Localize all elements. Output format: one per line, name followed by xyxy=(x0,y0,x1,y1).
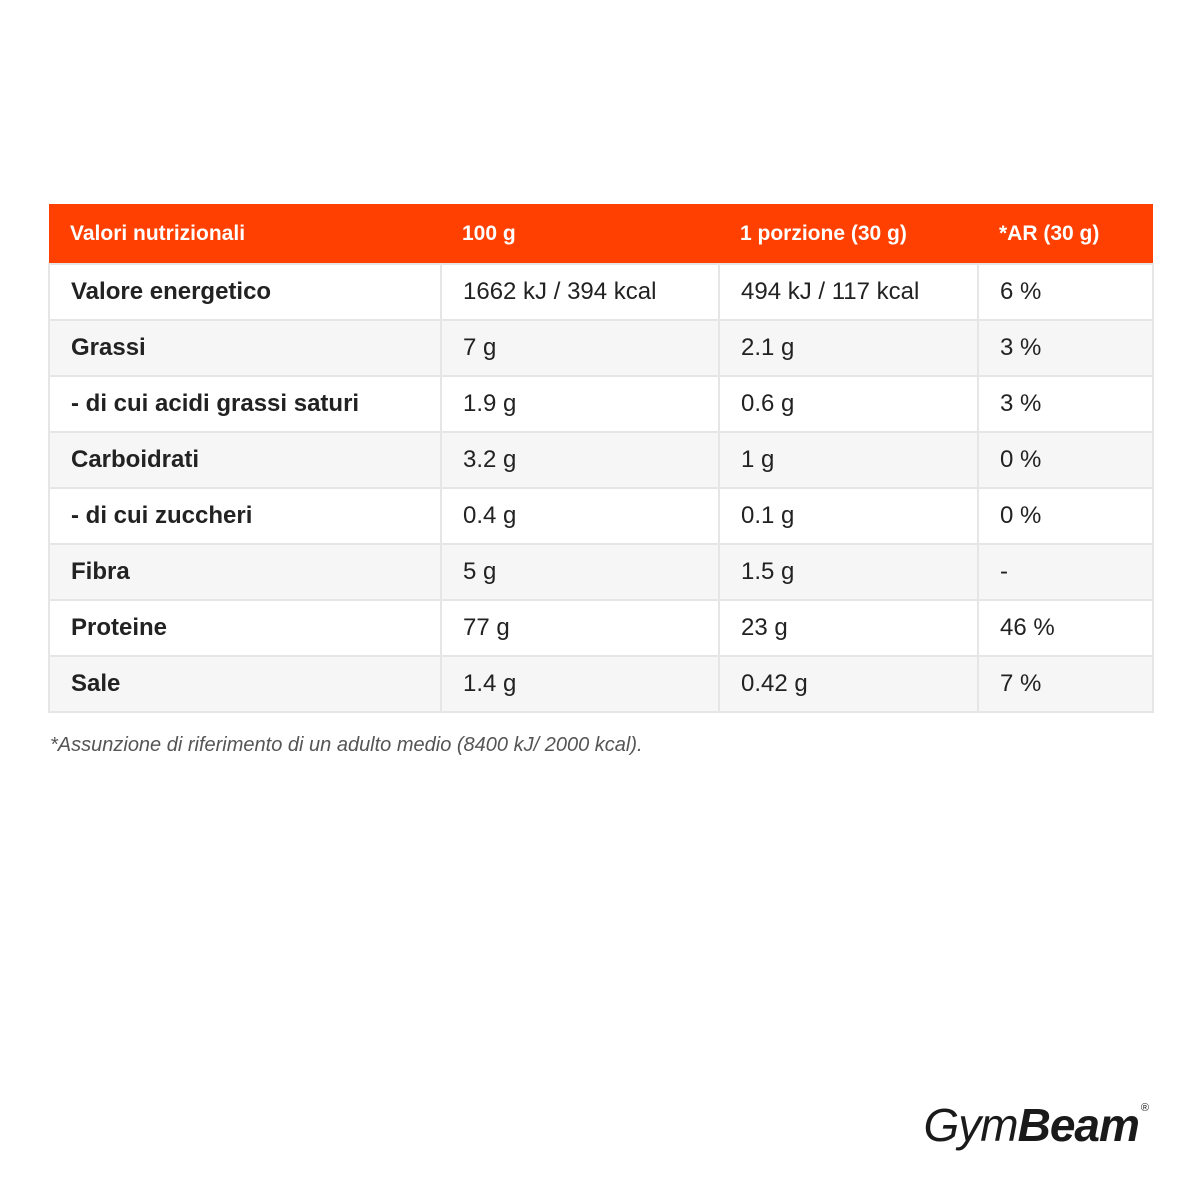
value-per-100g: 1.4 g xyxy=(441,656,719,712)
table-row xyxy=(49,320,1153,376)
value-per-100g: 77 g xyxy=(441,600,719,656)
table-row xyxy=(49,544,1153,600)
table-row xyxy=(49,488,1153,544)
value-reference-intake: 3 % xyxy=(978,320,1153,376)
value-reference-intake: 46 % xyxy=(978,600,1153,656)
nutrient-label: Valore energetico xyxy=(49,264,441,320)
logo-text-beam: Beam xyxy=(1017,1099,1139,1151)
value-reference-intake: 0 % xyxy=(978,488,1153,544)
value-per-portion: 0.42 g xyxy=(719,656,978,712)
header-nutrient: Valori nutrizionali xyxy=(49,204,441,264)
nutrient-label: Carboidrati xyxy=(49,432,441,488)
header-per-100g: 100 g xyxy=(441,204,719,264)
value-per-100g: 3.2 g xyxy=(441,432,719,488)
value-per-100g: 5 g xyxy=(441,544,719,600)
table-row xyxy=(49,656,1153,712)
gymbeam-logo xyxy=(923,1098,1148,1152)
reference-intake-footnote: *Assunzione di riferimento di un adulto medio (8400 kJ/ 2000 kcal). xyxy=(50,734,643,756)
nutrition-table xyxy=(48,204,1154,713)
table-row xyxy=(49,264,1153,320)
value-per-portion: 0.6 g xyxy=(719,376,978,432)
header-per-portion: 1 porzione (30 g) xyxy=(719,204,978,264)
table-header xyxy=(49,204,1153,264)
nutrient-label: Grassi xyxy=(49,320,441,376)
value-per-100g: 1.9 g xyxy=(441,376,719,432)
value-per-portion: 23 g xyxy=(719,600,978,656)
nutrient-label: Sale xyxy=(49,656,441,712)
registered-mark: ® xyxy=(1140,1102,1148,1114)
value-reference-intake: 7 % xyxy=(978,656,1153,712)
value-per-portion: 1 g xyxy=(719,432,978,488)
table-row xyxy=(49,432,1153,488)
value-per-portion: 2.1 g xyxy=(719,320,978,376)
table-row xyxy=(49,600,1153,656)
logo-text-gym: Gym xyxy=(923,1099,1018,1151)
value-reference-intake: 6 % xyxy=(978,264,1153,320)
value-reference-intake: - xyxy=(978,544,1153,600)
nutrient-label: - di cui zuccheri xyxy=(49,488,441,544)
value-per-100g: 0.4 g xyxy=(441,488,719,544)
value-per-portion: 0.1 g xyxy=(719,488,978,544)
header-reference-intake: *AR (30 g) xyxy=(978,204,1153,264)
nutrient-label: Proteine xyxy=(49,600,441,656)
table-body xyxy=(49,264,1153,712)
value-reference-intake: 3 % xyxy=(978,376,1153,432)
header-row xyxy=(49,204,1153,264)
value-reference-intake: 0 % xyxy=(978,432,1153,488)
value-per-portion: 1.5 g xyxy=(719,544,978,600)
value-per-100g: 7 g xyxy=(441,320,719,376)
nutrient-label: - di cui acidi grassi saturi xyxy=(49,376,441,432)
value-per-100g: 1662 kJ / 394 kcal xyxy=(441,264,719,320)
nutrient-label: Fibra xyxy=(49,544,441,600)
value-per-portion: 494 kJ / 117 kcal xyxy=(719,264,978,320)
table-row xyxy=(49,376,1153,432)
